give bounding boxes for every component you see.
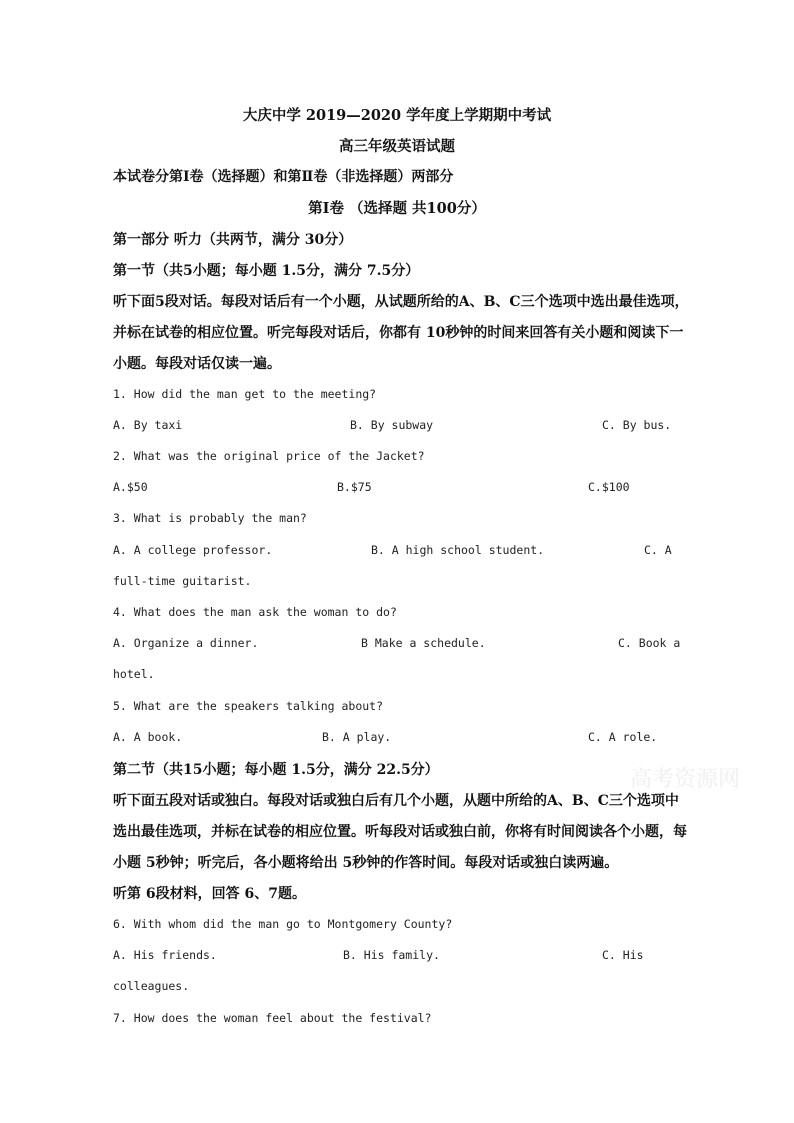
question-5: 5. What are the speakers talking about? xyxy=(113,699,384,713)
exam-subtitle: 高三年级英语试题 xyxy=(339,138,455,155)
exam-intro: 本试卷分第Ⅰ卷（选择题）和第Ⅱ卷（非选择题）两部分 xyxy=(113,169,454,185)
question-4: 4. What does the man ask the woman to do? xyxy=(113,605,397,619)
q6-option-c: C. His xyxy=(602,948,644,962)
q4-option-c-continued: hotel. xyxy=(113,667,155,681)
q3-option-b: B. A high school student. xyxy=(371,543,545,557)
q5-option-a: A. A book. xyxy=(113,730,183,744)
section2-instructions-line1: 听下面五段对话或独白。每段对话或独白后有几个小题，从题中所给的A、B、C三个选项中 xyxy=(113,793,679,809)
section1-instructions-line2: 并标在试卷的相应位置。听完每段对话后，你都有 10秒钟的时间来回答有关小题和阅读下一 xyxy=(113,325,684,341)
q3-option-c-continued: full-time guitarist. xyxy=(113,574,252,588)
q2-option-a: A.$50 xyxy=(113,480,148,494)
q6-option-b: B. His family. xyxy=(343,948,440,962)
q3-option-c: C. A xyxy=(644,543,672,557)
section1-instructions-line3: 小题。每段对话仅读一遍。 xyxy=(113,356,281,372)
part1-heading: 第一部分 听力（共两节，满分 30分） xyxy=(113,232,353,248)
q6-option-c-continued: colleagues. xyxy=(113,979,190,993)
q5-option-c: C. A role. xyxy=(588,730,658,744)
q6-option-a: A. His friends. xyxy=(113,948,217,962)
question-2: 2. What was the original price of the Jacket? xyxy=(113,449,425,463)
q2-option-c: C.$100 xyxy=(588,480,630,494)
watermark: 高考资源网 xyxy=(630,767,741,792)
question-3: 3. What is probably the man? xyxy=(113,511,307,525)
material-6-label: 听第 6段材料，回答 6、7题。 xyxy=(113,886,306,902)
q2-option-b: B.$75 xyxy=(337,480,372,494)
q4-option-c: C. Book a xyxy=(618,636,681,650)
volume-heading: 第Ⅰ卷 （选择题 共100分） xyxy=(308,200,486,217)
q4-option-a: A. Organize a dinner. xyxy=(113,636,259,650)
section2-instructions-line2: 选出最佳选项，并标在试卷的相应位置。听每段对话或独白前，你将有时间阅读各个小题，每 xyxy=(113,824,687,840)
section1-instructions-line1: 听下面5段对话。每段对话后有一个小题，从试题所给的A、B、C三个选项中选出最佳选项， xyxy=(113,294,689,310)
question-1: 1. How did the man get to the meeting? xyxy=(113,387,377,401)
q4-option-b: B Make a schedule. xyxy=(361,636,486,650)
question-6: 6. With whom did the man go to Montgomery County? xyxy=(113,917,453,931)
q3-option-a: A. A college professor. xyxy=(113,543,273,557)
section1-heading: 第一节（共5小题；每小题 1.5分，满分 7.5分） xyxy=(113,263,420,279)
q1-option-a: A. By taxi xyxy=(113,418,183,432)
question-7: 7. How does the woman feel about the festival? xyxy=(113,1011,432,1025)
section2-instructions-line3: 小题 5秒钟；听完后，各小题将给出 5秒钟的作答时间。每段对话或独白读两遍。 xyxy=(113,855,619,871)
q5-option-b: B. A play. xyxy=(322,730,392,744)
exam-title: 大庆中学 2019—2020 学年度上学期期中考试 xyxy=(242,107,552,124)
section2-heading: 第二节（共15小题；每小题 1.5分，满分 22.5分） xyxy=(113,762,439,778)
q1-option-c: C. By bus. xyxy=(602,418,672,432)
q1-option-b: B. By subway xyxy=(350,418,434,432)
